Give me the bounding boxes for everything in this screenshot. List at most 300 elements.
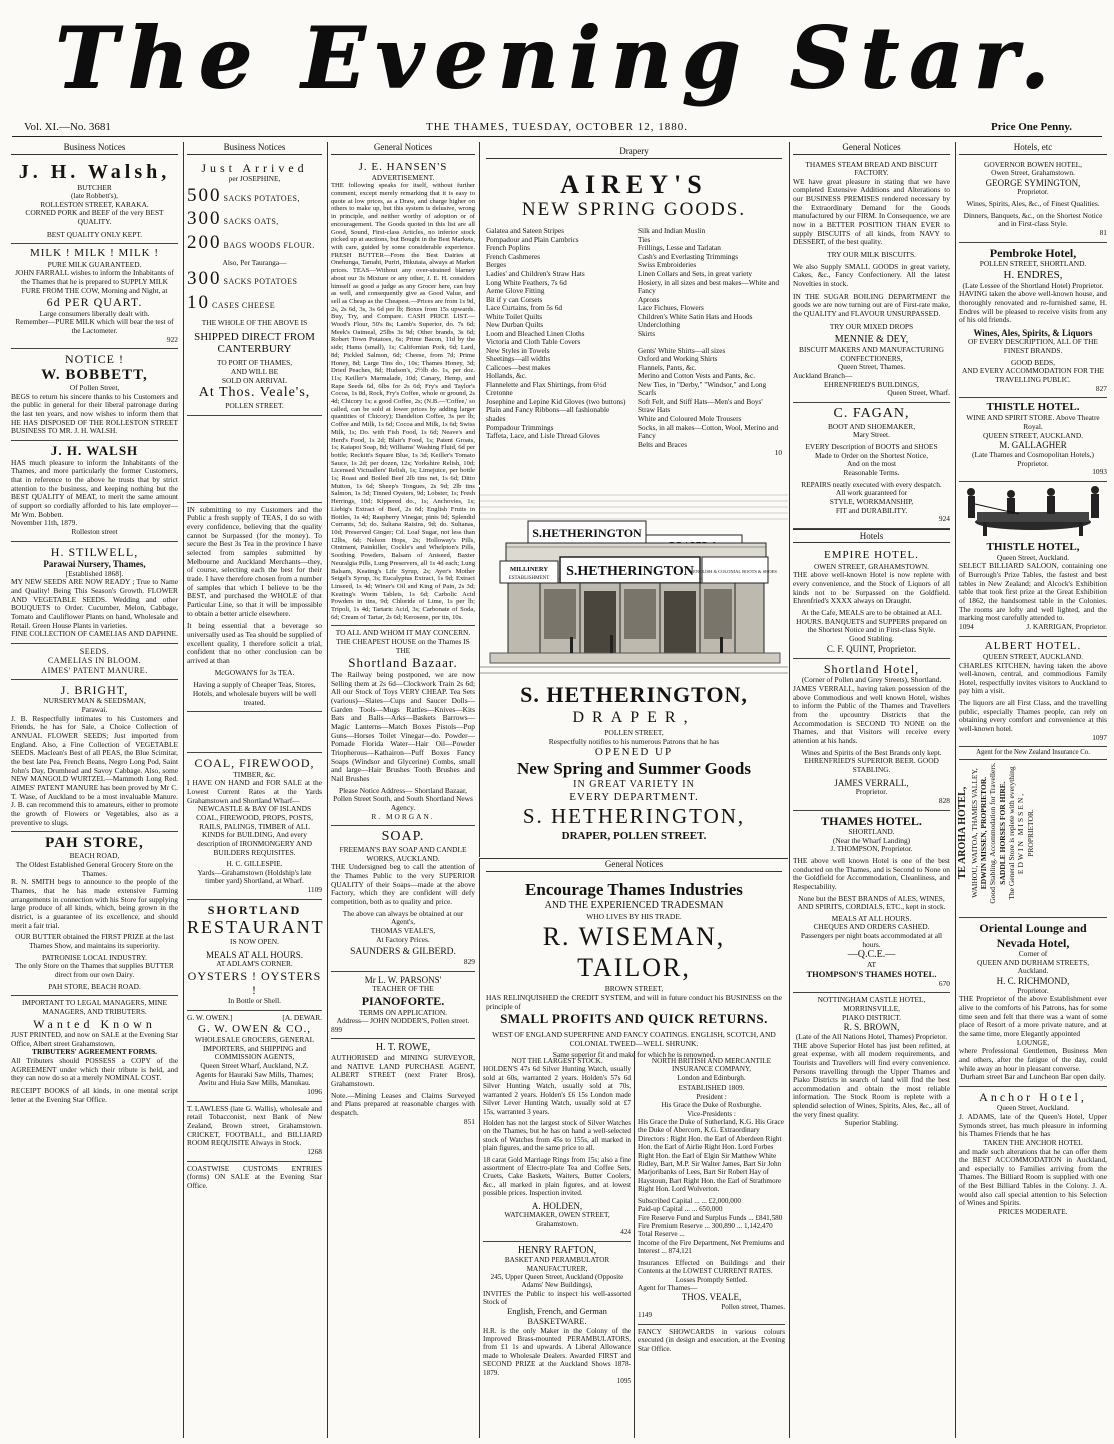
ad-partners: [187, 1014, 322, 1023]
section-header: General Notices: [793, 142, 950, 155]
ad-line: ESTABLISHED 1809.: [678, 1084, 745, 1093]
ad-line: November 11th, 1879.: [11, 518, 78, 528]
ad-body: WHOLESALE GROCERS, GENERAL IMPORTERS, and SHIPPING and COMMISSION AGENTS,: [194, 1034, 315, 1062]
ad-line: Wines, Ales, Spirits, & Liquors: [973, 327, 1093, 338]
ad-line: WEST OF ENGLAND SUPERFINE AND FANCY COATINGS. ENGLISH, SCOTCH, AND COLONIAL TWEED—WELL SHRUNK.: [492, 1030, 776, 1049]
ad-title: Just Arrived: [201, 160, 308, 175]
ad-number: 1095: [616, 1377, 631, 1386]
ad-body: and made such alterations that he can offer them the BEST ACCOMMODATION in Auckland, and especially to Families arriving from the Thames. The Billiard Room is supplied with one of the Best Billiard Tables in the Colony. J. A. would also call special attention to his Selection of Wines and Spirits.: [959, 1146, 1107, 1208]
ad-hansen: [331, 158, 475, 627]
item: BAGS WOODS FLOUR.: [223, 241, 315, 251]
ad-line: Durham street Bar and Luncheon Bar open daily.: [960, 1072, 1106, 1082]
ad-line: Proprietor.: [1017, 187, 1049, 197]
ad-line: TRAVELLING PUBLIC.: [995, 374, 1071, 384]
ad-title: COAL, FIREWOOD,: [194, 756, 315, 771]
ad-governor-bowen-hotel: [959, 158, 1107, 243]
ad-body: FANCY SHOWCARDS in various colours executed (in design and execution, at the Evening Star Office.: [638, 1327, 785, 1353]
ad-line: Queen Street, Auckland.: [996, 552, 1070, 562]
ad-number: 828: [938, 795, 950, 805]
ad-line: Grahamstown.: [535, 1219, 579, 1228]
ad-number: 670: [938, 978, 950, 988]
ad-body: The liquors are all First Class, and the travelling public, especially Thames people, can rely on obtaining every comfort and convenience at this well-known hotel.: [959, 698, 1107, 734]
ad-line: PATRONISE LOCAL INDUSTRY.: [41, 952, 148, 962]
ad-number: 899: [331, 1024, 343, 1034]
ad-wiseman-tailor: [479, 858, 788, 1060]
ad-title: TE AROHA HOTEL,: [957, 787, 968, 880]
column-6: [955, 142, 1110, 1438]
ad-line: FREEMAN'S BAY SOAP AND CANDLE WORKS, AUCKLAND.: [339, 844, 467, 863]
column-4b: [634, 1051, 788, 1438]
ad-line: IS NOW OPEN.: [230, 936, 279, 946]
ad-body: IN submitting to my Customers and the Public a fresh supply of TEAS, I do so with every confidence, believing that the quality cannot be Surpassed (for the money). To secure the Best 3s Tea in the province I have selected from samples submitted by Melbourne and Auckland Merchants—they, of course, selecting each the best for their trade. I have therefore chosen from a number of samples that which I believe to be the BEST, and purchased the WHOLE of that Particular Line, so that it will be impossible to obtain a better article elsewhere.: [187, 504, 322, 618]
rotated-text: [957, 758, 1035, 908]
ad-thistle-hotel: [959, 398, 1107, 482]
ad-title: Shortland Hotel,: [823, 662, 920, 677]
ad-line: SHIPPED DIRECT FROM CANTERBURY: [194, 330, 315, 356]
ad-coal-firewood: [187, 753, 322, 900]
ad-body: We also Supply SMALL GOODS in great variety, Cakes, &c., Fancy Confectionery. All the latest Novelties in stock.: [793, 261, 950, 289]
ad-title: MILK ! MILK ! MILK !: [29, 247, 160, 260]
ad-line: SMALL PROFITS AND QUICK RETURNS.: [500, 1010, 768, 1026]
ad-body: I HAVE ON HAND and FOR SALE at the Lowest Current Rates at the Yards Grahamstown and Shortland Wharf—: [187, 778, 322, 805]
ad-body: BEGS to return his sincere thanks to his Customers and the public in general for their liberal patronage during the last ten years, and now wishes to inform them that HE HAS DISPOSED OF THE ROLLESTON STREET BUSINESS TO MR. J. H. WALSH.: [11, 391, 178, 436]
section-header: General Notices: [486, 859, 782, 872]
ad-line: BEACH ROAD,: [69, 851, 120, 861]
ad-line: ROLLESTON STREET, KARAKA.: [40, 199, 149, 209]
ad-biscuit-factory: [793, 158, 950, 403]
ad-line: PROPRIETOR.: [1025, 809, 1035, 858]
ad-line: OWEN STREET, GRAHAMSTOWN.: [813, 561, 930, 571]
ad-line: Auckland Branch—: [793, 370, 853, 380]
item: SACKS POTATOES: [223, 277, 298, 287]
ad-line: Of Pollen Street,: [69, 382, 120, 392]
ad-title: THISTLE HOTEL,: [986, 540, 1080, 553]
capital-line: Fire Reserve Fund and Surplus Funds ... £841,580: [638, 1213, 783, 1222]
ad-body: CHARLES KITCHEN, having taken the above well-known, central, and commodious Family Hotel, respectfully invites visitors to Auckland to pay him a visit.: [959, 660, 1107, 696]
ad-title: R. WISEMAN, TAILOR,: [542, 922, 726, 983]
ad-line: Good Stabling. Accommodation for Travellers.: [988, 762, 998, 904]
ad-line: Parawai Nursery, Thames,: [43, 559, 146, 570]
ad-pembroke-hotel: [959, 243, 1107, 399]
ad-line: POLLEN STREET,: [604, 727, 664, 737]
ad-line: PAH STORE, BEACH ROAD.: [48, 981, 141, 991]
ad-line: Agents for Hauraki Saw Mills, Thames; Awitu and Huia Saw Mills, Manukau.: [195, 1069, 314, 1088]
ad-line: Superior Stabling.: [844, 1118, 899, 1128]
ad-title: GOVERNOR BOWEN HOTEL,: [984, 159, 1082, 169]
blank-space: [187, 416, 322, 503]
ad-title: HENRY RAFTON,: [517, 1244, 597, 1256]
ad-line: BOOT AND SHOEMAKER,: [827, 421, 916, 431]
ad-title: IMPORTANT TO LEGAL MANAGERS, MINE MANAGERS, AND TRIBUTERS.: [21, 998, 168, 1016]
ad-body: THE following speaks for itself, without further comment, except merely remarking that it is easy to quote at low prices, as a Draw, and charge higher on others to make up, but this system is delusive, wrong in principle, and neither worthy of adoption or of encouragement. The Goods quoted in this list are all Good, Sound, First-class Articles, no inferior stock picked up at auctions, but Bought in the Best Markets, with care, guided by some considerable experience. FRESH BUTTER—From the Best Dairies at Onehunga, Tamahi, Puriri, Hikutaia, always at Market prices. TEAS—Without any over-strained blarney about our 3s Mixture or any other, J. E. H. considers himself as good a judge as any Grocer here, can buy as well, and consequently give as Good Value, and sell as Cheap as the Cheapest.—Prices are from 1s 9d, 2s, 2s 6d, 3s, 3s 6d per lb; Boxes from 15s upwards. Buy, Try, and Compare. CASH PRICE LIST.—Wood's Flour, 50's 8s; Lamb's Superior, do. 7s 6d; Meek's Oatmeal, 25lbs 3s 9d; Other brands, 3s 6d; Robert Town Potatoes, 6s; Prime Bacon, 11d by the side; Hams (small), 1s; Californian Pork, 6d; Lard, 8d; Pickled Salmon, 6d; Cheese, from 7d; Prime Honey, 8d; Large Tins do., 10s; Thames Honey, 3d; Dried Peaches, 8d; Hudson's, 2½lb do. 1s, per doz. 11s; Keiller's Marmalade, 10d; Canary, Hemp, and Rape Seeds 6d, 6lbs for 2s 6d; Fry's and Taylor's Cocoa, 1s 8d, Rock, Fry's Coffee, whole or ground, 2s 4d; Chicory 1s; a good Coffee, 2s; (N.B.—'Coffee,' so called, can be sold at lower prices by adding larger quantities of Chicory); Dandelion Coffee, 3s per lb; Coffee and Milk, 1s 6d; Cocoa and Milk, 1s 6d; Swiss Milk, 1s; Do. with Fish Food, 1s 6d; Neave's and Herd's Food, 1s 2d; Blair's Food, 1s; Patent Groats, 1s; Kaiapoi Soap, 8d; Williams' Washing Fluid, 6d per bottle; Reckitt's Square Blue, 1s 3d; Keiller's Tomato Sauce, 1s 2d; per dozen, 12s; Yorkshire Relish, 10d; Licensed Victuallers' Relish, 1s; Limejuice, per bottle 1s; Roast and Boiled Beef 2lb tins net, 1s 6d; Ditto Mutton, 1s 6d; Sheep's Tongues, 2s 9d; 2lb tins Salmon, 1s 3d; Tinned Oysters, 9d; Lobster, 1s; Fresh Herrings, 10d; Kippered do., 1s; Anchovies, 1s; Liebig's Extract of Beef, 2s 6d; English Fruits in Bottles, 1s 4d; Raspberry Vinegar, pints 9d; Splendid Currants, 5d; do. Sultana Raisins, 9d; do. Sultanas, 10d; Preserved Ginger; Cd. Loaf Sugar, not less than 12lbs, 6d; Nelson Hops, 2s; Holloway's Pills, Ointment, Painkiller, Cockle's and Whelpton's Pills, Soothing Powders, Balsam of Aniseed, Baxter Neuralgia Pills, Lung Preservers, all 1s 4d each; Lung Balsam, Keating's Life Syrup, 2s; Ayer's Mother Seigel's Syrup, 3s; Eucalyptus Extract, 1s 9d; Extract Linseed, 1s 4d; Winer's Oil and King of Pain, 2s 3d; Keating's Worm Tablets, 1s 6d; Carbolic Acid Powders in tins, 9d; Chloride of Lime, 1s per lb; Tripoli, 1s 4d; Tartaric Acid, 3s; Carbonate of Soda, 6d; Cream of Tartar, 2s 6d; Kerosene, per tin, 10s.: [331, 182, 475, 621]
ad-line: H. C. RICHMOND,: [996, 976, 1070, 987]
ad-body: THE Undersigned beg to call the attention of the Thames Public to the very SUPERIOR QUALITY of their Soaps—made at the above Factory, which they are confident will defy competition, both as to quality and price.: [331, 862, 475, 906]
ad-number: 829: [463, 957, 475, 967]
goods-list-left: Galatea and Sateen Stripes Pompadour and Plain Cambrics French Poplins French Cashmeres Berges Ladies' and Children's Straw Hats Long White Feathers, 7s 6d Aeme Glove Fitting Bit if y can Corsets Lace Curtains, from 5s 6d White Toilet Quilts New Durban Quilts Loom and Bleached Linen Cloths Victoria and Cloth Table Covers New Styles in Towels Sheetings—all widths Calicoes—best makes Hollands, &c. Flannelette and Flax Shirtings, from 6½d Cretonne Josephine and Lepine Kid Gloves (two buttons) Plain and Fancy Ribbons—all fashionable shades Pompadour Trimmings Taffeta, Lace, and Lisle Thread Gloves: [486, 226, 626, 441]
ad-body: JUST PRINTED, and now on SALE at the Evening Star Office, Albert street Grahamstown,: [11, 1029, 178, 1048]
ad-body: COASTWISE CUSTOMS ENTRIES (forms) ON SALE at the Evening Star Office.: [187, 1163, 322, 1190]
ad-body: R. N. SMITH begs to announce to the people of the Thames, that he has made extensive Farming arrangements in connection with his Store for supplying large produce of all kinds, which, being grown in the district, is a guarantee of its excellence, and should merit a fair trial.: [11, 877, 178, 930]
ad-line: R. MORGAN.: [371, 811, 435, 821]
ad-line: REPAIRS neatly executed with every despatch.: [801, 479, 942, 489]
ad-line: THOMAS VEALE'S,: [370, 925, 436, 935]
ad-line: OF EVERY DESCRIPTION, ALL OF THE FINEST BRANDS.: [968, 337, 1098, 355]
ad-body: H.R. is the only Maker in the Colony of the Improved Brass-mounted PERAMBULATORS, from £1 1s and upwards. A Liberal Allowance made to Wholesale Dealers. Awarded FIRST and SECOND PRIZE at the Auckland Shows 1878-1879.: [483, 1326, 631, 1377]
ad-line: GOOD BEDS,: [1011, 357, 1055, 367]
ad-line: President :: [696, 1092, 727, 1101]
store-sign-right: ENGLISH & COLONIAL BOOTS & SHOES: [693, 569, 777, 574]
ad-shortland-restaurant: [187, 900, 325, 1011]
quantity: 10: [187, 292, 210, 314]
ad-line: Address— JOHN NODDER'S, Pollen street.: [336, 1016, 470, 1026]
ad-price: 6d PER QUART.: [46, 295, 143, 310]
ad-line: Good Stabling.: [849, 633, 894, 643]
ad-title: J. H. WALSH: [50, 442, 139, 458]
ad-line: GEORGE SYMINGTON,: [985, 177, 1081, 188]
ad-line: Dinners, Banquets, &c., on the Shortest Notice and in First-class Style.: [963, 210, 1103, 229]
ad-line: POLLEN STREET, SHORTLAND.: [979, 259, 1087, 269]
ad-parsons-pianoforte: [331, 972, 475, 1040]
ad-thames-hotel: [793, 811, 950, 994]
ad-body: HAS RELINQUISHED the CREDIT SYSTEM, and will in future conduct his BUSINESS on the principle of: [486, 992, 782, 1011]
ad-body: WE have great pleasure in stating that we have completed Extensive Additions and Alterations to our BUSINESS PREMISES rendered necessary by the Extraordinary Demand for the Goods manufactured by our FIRM. In Consequence, we are now in a BETTER POSITION THAN EVER to supply BISCUITS of all kinds, from NAVY to DESSERT, of the best quality.: [793, 176, 950, 247]
ad-line: None but the BEST BRANDS of ALES, WINES, AND SPIRITS, CORDIALS, ETC., kept in stock.: [797, 893, 946, 912]
quantity: 200: [187, 232, 222, 254]
ad-hetherington: [479, 682, 788, 857]
ad-line: TERMS ON APPLICATION.: [358, 1007, 448, 1017]
ad-line: QUEEN STREET, AUCKLAND.: [982, 430, 1084, 440]
ad-line: TO PORT OF THAMES,: [216, 358, 293, 368]
ad-line: Owen Street, Grahamstown.: [991, 168, 1075, 178]
store-sign-top: S.HETHERINGTON: [532, 526, 642, 540]
ad-fagan-boots: [793, 403, 950, 529]
ad-empire-hotel: [793, 546, 950, 659]
ad-line: SADDLE HORSES FOR HIRE.: [997, 781, 1007, 886]
ad-line: Proprietor.: [1017, 985, 1049, 995]
ad-number: 851: [463, 1116, 475, 1126]
ad-line: [Established 1868].: [65, 568, 124, 578]
ad-number: 81: [1099, 227, 1107, 237]
ad-body: HAVING taken the above well-known house, and thoroughly renovated and re-furnished same, H. Endres will be pleased to receive visits from any of his old friends.: [959, 289, 1107, 325]
ad-title: SHORTLAND: [207, 902, 302, 917]
ad-title: G. W. OWEN & CO.,: [198, 1022, 311, 1035]
ad-customs-forms: [187, 1162, 322, 1195]
ad-body: Note.—Mining Leases and Claims Surveyed and Plans prepared at reasonable charges with despatch.: [331, 1090, 475, 1118]
section-header: General Notices: [331, 142, 475, 155]
ad-aireys-spring-goods: [479, 142, 788, 485]
issue-date: THE THAMES, TUESDAY, OCTOBER 12, 1880.: [425, 121, 688, 133]
ad-line: WAIHOU, WAITOA, THAMES VALLEY,: [969, 768, 979, 899]
ad-soap: [331, 826, 475, 972]
ad-line: BROWN STREET,: [604, 983, 664, 993]
ad-line: In Bottle or Shell.: [228, 996, 281, 1006]
ad-title: Oriental Lounge and Nevada Hotel,: [979, 921, 1087, 950]
ad-line: EDWIN MISSEN,: [1016, 792, 1026, 875]
ad-walsh-meat: [11, 441, 178, 542]
ad-line: OYSTERS ! OYSTERS !: [187, 968, 322, 998]
section-header: Hotels: [793, 529, 950, 544]
ad-line: (Corner of Pollen and Grey Streets), Shortland.: [801, 675, 942, 685]
ad-line: JAMES VERRALL,: [834, 777, 909, 788]
goods-list-right: Silk and Indian Muslin Ties Frillings, Lesse and Tarlatan Cash's and Everlasting Trimmings Swiss Embroideries Linen Collars and Sets, in great variety Hosiery, in all sizes and best makes—White and Fancy Aprons Lace Fichues, Flowers Children's White Satin Hats and Hoods Underclothing Skirts Gents' White Shirts—all sizes Oxford and Working Shirts Flannels, Pants, &c. Merino and Cotton Vests and Pants, &c. New Ties, in "Derby," "Windsor," and Long Scarfs Soft Felt, and Stiff Hats—Men's and Boys' Straw Hats White and Coloured Mole Trousers Socks, in all makes—Cotton, Wool, Merino and Fancy Belts and Braces: [638, 226, 779, 449]
ad-line: His Grace the Duke of Roxburghe.: [661, 1101, 762, 1110]
ad-line: A. HOLDEN,: [531, 1200, 583, 1211]
ad-line: Queen Street, Wharf.: [887, 388, 950, 398]
ad-line: —Q.C.E.—: [847, 949, 896, 961]
ad-line: Wines, Spirits, Ales, &c., of Finest Qualities.: [966, 199, 1100, 208]
ad-line: WATCHMAKER, OWEN STREET,: [504, 1211, 610, 1220]
ad-line: McGOWAN'S for 3s TEA.: [214, 667, 295, 677]
ad-title: AIREY'S: [560, 169, 708, 199]
ad-title: At Thos. Veale's,: [198, 385, 311, 401]
ad-just-arrived: [187, 158, 322, 416]
ad-line: SOLD ON ARRIVAL: [221, 375, 288, 385]
ad-line: DRAPER, POLLEN STREET.: [561, 829, 707, 842]
dateline: [12, 118, 1102, 137]
ad-line: FINE COLLECTION OF CAMELIAS AND DAPHNE.: [11, 629, 178, 639]
ad-title: TO ALL AND WHOM IT MAY CONCERN.: [335, 628, 471, 638]
ad-number: 827: [1095, 383, 1107, 393]
ad-line: EHRENFRIED'S SUPERIOR BEER. GOOD STABLING.: [804, 756, 939, 775]
ad-number: 10: [774, 448, 782, 458]
ad-mcgowans-tea: [187, 503, 322, 712]
ad-title: Encourage Thames Industries: [525, 879, 743, 899]
blank-space: [187, 712, 322, 753]
goods-list: [486, 227, 782, 449]
ad-body: JAMES VERRALL, having taken possession of the above Commodious and well known Hotel, wishes to inform the Public of the Thames and Travellers from the upcountry Districts that the Accommodation is SECOND TO NONE on the Thames, and that Visitors will receive every attention at his hands.: [793, 684, 950, 746]
ad-line: QUEEN AND DURHAM STREETS,: [976, 957, 1090, 967]
ad-line: Made to Order on the Shortest Notice,: [814, 450, 929, 460]
ad-body: It being essential that a beverage so universally used as Tea should be supplied of excellent quality, I therefore solicit a trial, confident that no other conclusion can be arrived at than: [187, 621, 322, 665]
ad-line: (Late Thames and Cosmopolitan Hotels,) Proprietor.: [972, 449, 1094, 468]
ad-body: All Tributers should POSSESS a COPY of the AGREEMENT under which their tribute is held, and they can now do so at a merely NOMINAL COST.: [11, 1055, 178, 1083]
ad-line: LOUNGE,: [1016, 1037, 1050, 1047]
ad-number: 1096: [307, 1086, 322, 1096]
quantity: 300: [187, 208, 222, 230]
stock-line: [187, 231, 322, 255]
ad-title: EMPIRE HOTEL.: [824, 549, 919, 562]
ad-line: C. F. QUINT, Proprietor.: [826, 643, 917, 654]
ad-title: S. HETHERINGTON,: [520, 682, 748, 707]
ad-stilwell: [11, 542, 178, 644]
ad-line: SHORTLAND.: [848, 826, 895, 836]
ad-line: (Near the Wharf Landing): [832, 835, 911, 845]
store-sign-left: MILLINERY: [509, 566, 549, 573]
ad-line: Queen Street Wharf, Auckland, N.Z.: [200, 1060, 309, 1070]
ad-line: TRY OUR MILK BISCUITS.: [827, 250, 916, 260]
ad-body: IN THE SUGAR BOILING DEPARTMENT the goods we are now turning out are of First-rate make, the QUALITY and FLAVOUR UNSURPASSED.: [793, 291, 950, 319]
ad-rowe-surveyor: [331, 1039, 475, 1130]
ad-line: Pollen street, Thames.: [721, 1302, 785, 1311]
ad-line: Passengers per night boats accommodated at all hours.: [800, 931, 943, 949]
column-1: [8, 142, 181, 1438]
ad-line: Wines and Spirits of the Best Brands only kept.: [801, 747, 942, 757]
ad-body: CORNED PORK and BEEF of the very BEST QUALITY.: [25, 208, 164, 227]
ad-body: AUTHORISED and MINING SURVEYOR, and NATIVE LAND PURCHASE AGENT, ALBERT STREET (next Frater Bros), Grahamstown.: [331, 1053, 475, 1089]
ad-line: (Late Lessee of the Shortland Hotel) Proprietor.: [962, 280, 1104, 290]
ad-body: SELECT BILLIARD SALOON, containing one of Burrough's Prize Tables, the fastest and best tables in New Zealand; and Alcock's Exhibition table that took first prize at the Great Exhibition of 1862, the handsomest table in the Colonies. The rooms are lofty and well lighted, and the marking most carefully attended to.: [959, 561, 1107, 623]
ad-number: 922: [166, 334, 178, 344]
ad-line: Large consumers liberally dealt with.: [39, 308, 150, 318]
ad-line: (Late of the All Nations Hotel, Thames) Proprietor.: [795, 1031, 948, 1041]
ad-line: BISCUIT MAKERS AND MANUFACTURING CONFECTIONERS,: [799, 345, 944, 363]
ad-title: H. T. ROWE,: [375, 1042, 431, 1054]
ad-line: (late Robbett's),: [71, 191, 118, 201]
ad-title: SEEDS.: [79, 646, 110, 656]
ad-line: QUEEN STREET, AUCKLAND.: [982, 651, 1084, 661]
ad-line: TRY OUR MIXED DROPS: [829, 321, 914, 331]
ad-title: J. E. HANSEN'S: [358, 160, 448, 173]
section-header: Business Notices: [187, 142, 322, 155]
quantity: 300: [187, 268, 222, 290]
ad-line: PURE MILK GUARANTEED.: [47, 259, 142, 269]
ad-line: THOMPSON'S THAMES HOTEL.: [806, 968, 937, 979]
store-sign-left-2: ESTABLISHMENT: [508, 576, 550, 581]
ad-anchor-hotel: [959, 1087, 1107, 1221]
ad-title: ALBERT HOTEL.: [984, 639, 1082, 652]
quantity: 500: [187, 184, 222, 206]
ad-line: BUTCHER: [77, 182, 112, 192]
hetherington-store-illustration: [480, 487, 788, 682]
ad-line: Agent for the New Zealand Insurance Co.: [959, 747, 1107, 760]
ad-title: H. STILWELL,: [50, 544, 139, 559]
section-header: Drapery: [486, 146, 782, 159]
ad-title: Shortland Bazaar.: [348, 655, 458, 671]
ad-line: NURSERYMAN & SEEDSMAN,: [43, 696, 146, 706]
ad-lawless: [187, 1102, 322, 1162]
stock-line: [187, 207, 322, 231]
ad-title: W. BOBBETT,: [41, 366, 148, 383]
ad-north-british-insurance: [638, 1054, 785, 1325]
ad-pah-store: [11, 832, 178, 996]
ad-bright: [11, 680, 178, 832]
ad-title: THAMES STEAM BREAD AND BISCUIT FACTORY.: [805, 159, 938, 178]
ad-line: Parawai.: [81, 704, 108, 714]
ad-te-aroha-hotel-rotated: [959, 760, 1107, 918]
ad-line: R. S. BROWN,: [843, 1022, 900, 1033]
ad-line: TRIBUTERS' AGREEMENT FORMS.: [32, 1047, 157, 1057]
ad-legal-forms: [11, 996, 178, 1108]
capital-line: Total Reserve ...: [638, 1230, 685, 1239]
ad-body: MY NEW SEEDS ARE NOW READY ; True to Name and Quality! Being This Season's Growth. FLOWER AND VEGETABLE SEEDS. Wedding and other BOUQUETS to Order. Cucumber, Melon, Cabbage, Tomato and Cauliflower Plants on hand, Wholesale and Retail. Green House Plants in varieties.: [11, 577, 178, 630]
ad-line: Vice-Presidents :: [687, 1109, 736, 1118]
ad-line: AIMES' PATENT MANURE.: [41, 665, 148, 675]
ad-number: 1094: [959, 622, 974, 631]
column-5: [789, 142, 953, 1438]
ad-seeds: [11, 644, 178, 680]
ad-footer: [959, 623, 1107, 632]
ad-line: AT ADLAM'S CORNER.: [216, 959, 293, 969]
ad-number: 1109: [307, 885, 322, 895]
ad-showcards: [638, 1325, 785, 1357]
stock-line: [187, 291, 322, 315]
ad-title: J. H. Walsh,: [18, 160, 171, 183]
ad-title: THAMES HOTEL.: [821, 813, 922, 828]
ad-title: SOAP.: [381, 829, 425, 845]
ad-line: Losses Promptly Settled.: [675, 1275, 748, 1284]
capital-line: Paid-up Capital ... ... 650,000: [638, 1205, 723, 1214]
ad-shortland-hotel: [793, 659, 950, 810]
column-4a: [479, 1051, 634, 1438]
ad-line: THE WHOLE OF THE ABOVE IS: [201, 317, 308, 327]
section-header: Hotels, etc: [959, 142, 1107, 155]
ad-body: THE above Superior Hotel has just been refitted, at great expense, with all modern requirements, and Tourists and Travellers will find every convenience. Persons travelling through the Upper Thames and Piako Districts in search of land will find the best accommodation and obtain the most reliable information. The Stock Room is replete with a splendid selection of Wines, Spirits, Ales, &c., all of the very finest quality.: [793, 1040, 950, 1119]
ad-title: S. HETHERINGTON,: [522, 804, 746, 829]
ad-notice-bobbett: [11, 349, 178, 441]
ad-title: THISTLE HOTEL.: [986, 401, 1080, 414]
ad-subtitle: NEW SPRING GOODS.: [521, 199, 747, 221]
ad-line: WHO LIVES BY HIS TRADE.: [586, 912, 682, 922]
stock-line: [187, 267, 322, 291]
ad-line: The only Store on the Thames that supplies BUTTER direct from our own Dairy.: [15, 961, 174, 979]
ad-body: Insurances Effected on Buildings and their Contents at the LOWEST CURRENT RATES.: [638, 1258, 785, 1276]
ad-line: J. KARRIGAN, Proprietor.: [1026, 622, 1107, 631]
ad-line: London and Edinburgh.: [677, 1073, 746, 1082]
ad-body: where Professional Gentlemen, Business Men and others, after the fatigue of the day, could while away an hour in pleasant converse.: [959, 1046, 1107, 1073]
ad-body: Holden has not the largest stock of Silver Watches on the Thames, but he has on hand a well-selected stock of Watches from 45s to 155s, all marked in plain figures, and the same price to all.: [483, 1118, 631, 1153]
ad-number: 1097: [1092, 732, 1107, 742]
ad-line: ADVERTISEMENT.: [371, 172, 435, 182]
ad-number: 1149: [638, 1311, 653, 1320]
ad-title: Wanted Known: [33, 1016, 156, 1031]
ad-body: THE Proprietor of the above Establishment ever alive to the comforts of his Patrons, has for some time seen and felt that there was a want of some place of Resort of a more private nature, and at the same time, more Elegantly appointed: [959, 994, 1107, 1038]
ad-line: AND EVERY ACCOMMODATION FOR THE: [961, 366, 1105, 376]
ad-line: MENNIE & DEY,: [834, 334, 909, 346]
ad-body: RECEIPT BOOKS of all kinds, in one mental script letter at the Evening Star Office.: [11, 1085, 178, 1104]
ad-line: Please Notice Address— Shortland Bazaar, Pollen Street South, and South Shortland News Agency.: [333, 785, 473, 812]
ad-line: PRICES MODERATE.: [998, 1207, 1068, 1217]
ad-line: EDWIN MISSEN, PROPRIETOR.: [978, 777, 988, 890]
ad-line: And on the most: [846, 459, 897, 469]
ad-body: The Railway being postponed, we are now Selling them at 2s 6d—Clockwork Train 2s 6d; All our Stock of Toys VERY CHEAP. Tea Sets (various)—Slates—Cups and Saucer Dolls—Garden Tools—Mugs Rattles—Knives—Kits Bats and Balls—Arks—Baskets Barrows—Magic Lanterns—Match Boxes Pistols—Pop Guns—Horses Toilet Vinegar—do. Powder—Pomade Florida Water—Hair Oil—Powder Triopherous—Kathairon—Puff Boxes Fancy Soaps (Windsor and Glycerine) Combs, small and large—Hair Brushes Tooth Brushes and Nail Brushes: [331, 670, 475, 783]
ad-number: 1093: [1092, 467, 1107, 477]
ad-line: Mary Street.: [853, 430, 890, 440]
ad-line: CHEQUES AND ORDERS CASHED.: [813, 922, 930, 932]
ad-walsh-butcher: [11, 158, 178, 245]
ad-line: BASKET AND PERAMBULATOR MANUFACTURER,: [504, 1256, 610, 1273]
ad-line: Proprietor.: [855, 787, 888, 797]
ad-line: Yards—Grahamstown (Holdship's late timber yard) Shortland, at Wharf.: [197, 867, 312, 886]
ad-title: J. BRIGHT,: [60, 682, 129, 697]
ad-number: 924: [938, 514, 950, 524]
ad-line: The above can always be obtained at our Agent's,: [342, 908, 464, 927]
ad-line: AT: [866, 960, 877, 970]
ad-line: TIMBER, &c.: [233, 769, 276, 779]
ad-line: Rolleston street: [71, 527, 118, 537]
ad-title: RESTAURANT: [187, 917, 325, 938]
ad-line: IN GREAT VARIETY IN: [573, 779, 695, 791]
column-2: [183, 142, 325, 1438]
ad-body: J. ADAMS, late of the Queen's Hotel, Upper Symonds street, has much pleasure in informing his Thames Friends that he has: [959, 1111, 1107, 1139]
partner-name: G. W. OWEN.]: [187, 1013, 233, 1023]
newspaper-title: The Evening Star.: [54, 8, 1060, 107]
ad-line: STYLE, WORKMANSHIP,: [829, 497, 914, 506]
ad-shortland-bazaar: [331, 626, 475, 826]
item: CASES CHEESE: [212, 301, 276, 311]
ad-line: MEALS AT ALL HOURS.: [831, 913, 912, 923]
ad-line: All work guaranteed for: [835, 488, 908, 498]
ad-line: FIT and DURABILITY.: [835, 505, 908, 515]
item: SACKS OATS,: [223, 217, 279, 227]
ad-line: OPENED UP: [594, 745, 674, 758]
ad-title: Mr L. W. PARSONS': [364, 974, 442, 985]
price: Price One Penny.: [991, 121, 1072, 133]
column-3: [327, 142, 478, 1438]
ad-line: THOS. VEALE,: [681, 1292, 742, 1303]
ad-body: HOLDEN'S 47s 6d Silver Hunting Watch, usually sold at 60s, warranted 2 years. Holden's 57s 6d Silver Hunting Watch, usually sold at 70s, warranted 2 years. Holden's £6 15s London made Silver Lever Hunting Watch, usually sold at £7 15s, warranted 3 years.: [483, 1065, 631, 1116]
ad-line: Agent for Thames—: [638, 1283, 698, 1292]
ad-line: H. C. GILLESPIE.: [226, 859, 283, 869]
